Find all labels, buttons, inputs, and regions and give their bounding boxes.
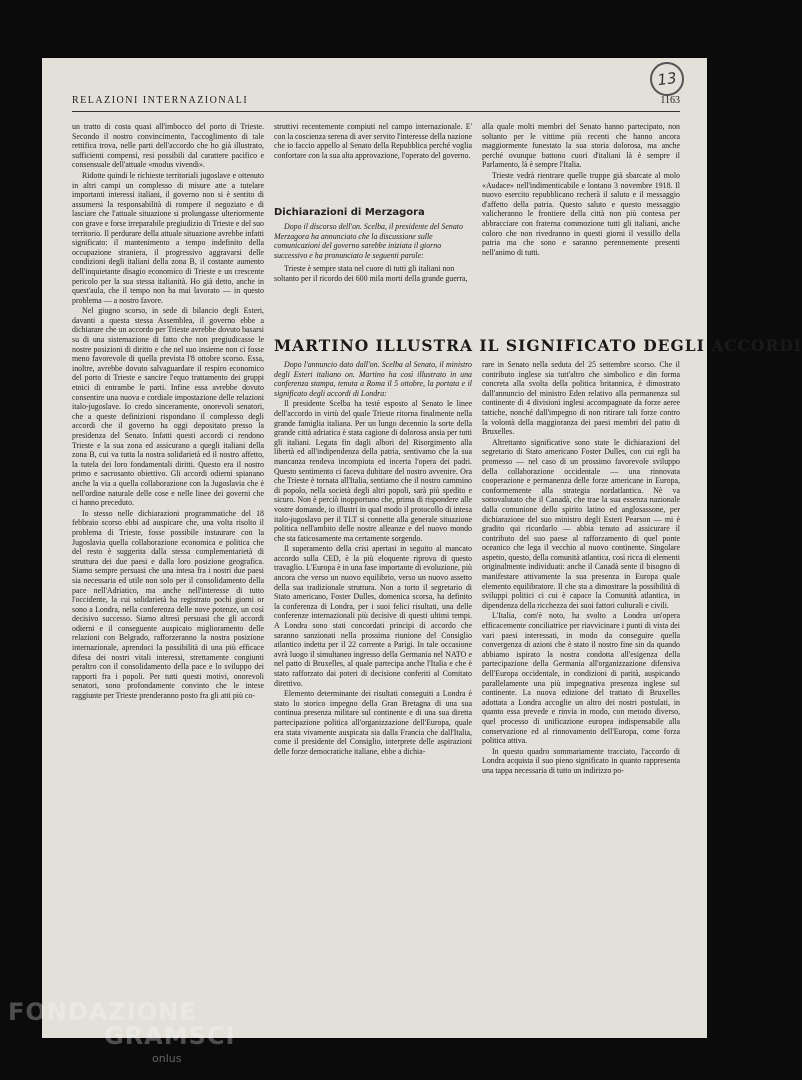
paragraph: alla quale molti membri del Senato hanno partecipato, non soltanto per le vittime più recenti che hanno ancora maggiormente funestato la sua storia dolorosa, ma anche perché ovunque battono cuori d'italiani là è sempre il Parlamento, là è sempre l'Italia. <box>482 122 680 170</box>
intro-italic: Dopo l'annuncio dato dall'on. Scelba al Senato, il ministro degli Esteri italiano on. Martino ha così illustrato in una conferenza stampa, tenuta a Roma il 5 ottobre, la portata e il significato degli accordi di Londra: <box>274 360 472 398</box>
article-headline: MARTINO ILLUSTRA IL SIGNIFICATO DEGLI ACCORDI <box>274 336 802 355</box>
column-3-body <box>482 360 680 1020</box>
paragraph: In questo quadro sommariamente tracciato, l'accordo di Londra acquista il suo pieno significato in quanto rappresenta una tappa necessaria di tutto un indirizzo po- <box>482 746 680 775</box>
paragraph: Elemento determinante dei risultati conseguiti a Londra è stato lo storico impegno della Gran Bretagna di una sua continua presenza militare sul continente e di una sua diretta partecipazione politica all'organizzazione dell'Europa, quale era stata vivamente auspicata sia dalla Francia che dall'Italia, come il presidente del Consiglio, interprete delle aspirazioni delle forze democratiche italiane, ebbe a dichia- <box>274 689 472 756</box>
paragraph: Ridotte quindi le richieste territoriali jugoslave e ottenuto in altri campi un complesso di misure atte a tutelare importanti interessi italiani, il governo non si è sentito di assumersi la responsabilità di rompere il negoziato e di lasciare che l'attuale situazione si prolungasse ulteriormente con grave e forse irreparabile pregiudizio di Trieste e del suo territorio. Il perdurare della attuale situazione avrebbe infatti significato: il mantenimento a tempo indefinito della occupazione straniera, il progressivo aggravarsi delle condizioni degli italiani della zona B, il costante aumento dell'inquietante disagio economico di Trieste e un crescente pericolo per la sua stessa italianità. Ho già detto, anche in quest'aula, che il tempo non ha mai lavorato — in questo problema — a nostro favore. <box>72 170 264 305</box>
paragraph: rare in Senato nella seduta del 25 settembre scorso. Che il contributo inglese sia tutt'altro che simbolico e din forma concreta alla svolta della politica britannica, è dimostrato dall'annuncio del ministro Eden relativo alla permanenza sul continente di 4 divisioni inglesi accompagnate da forze aeree tattiche, nonché dall'impegno di non ritirare tali forze contro la volontà della maggioranza dei paesi membri del patto di Bruxelles. <box>482 360 680 437</box>
page-number: 1163 <box>660 95 680 106</box>
paragraph: un tratto di costa quasi all'imbocco del porto di Trieste. Secondo il nostro convincimento, l'accoglimento di tale rettifica trova, nelle parti dell'accordo che ho già illustrato, sufficienti compensi, resi possibili dal carattere pacifico e consensuale dell'attuale «modus vivendi». <box>72 122 264 170</box>
paragraph: Io stesso nelle dichiarazioni programmatiche del 18 febbraio scorso ebbi ad auspicare che, una volta risolto il problema di Trieste, fosse possibile instaurare con la Jugoslavia quella collaborazione economica e politica che del resto è suggerita dalla stessa complementarietà di struttura dei due paesi e dalla loro posizione geografica. Siamo sempre persuasi che una intesa fra i nostri due paesi sia necessaria ed utile non solo per il consolidamento della pace nell'Adriatico, ma anche nell'interesse di tutto l'occidente, la cui solidarietà ha registrato pochi giorni or sono a Londra, nella conferenza delle nove potenze, un così decisivo successo. Siamo altresì persuasi che gli accordi odierni e il conseguente auspicato miglioramento delle relazioni con Belgrado, rafforzeranno la nostra posizione internazionale, aprendoci la possibilità di una più efficace difesa dei nostri vitali interessi, strettamente congiunti peraltro con il consolidamento della pace e lo sviluppo dei rapporti fra i popoli. Per tutti questi motivi, onorevoli senatori, sono profondamente convinto che le intese raggiunte per Trieste prenderanno posto fra gli atti più co- <box>72 508 264 701</box>
merzagora-block <box>274 222 472 284</box>
watermark-logo <box>8 1000 235 1048</box>
column-1 <box>72 122 264 1015</box>
paragraph: struttivi recentemente compiuti nel campo internazionale. E' con la coscienza serena di aver servito l'interesse della nazione che io faccio appello al Senato della Repubblica perché voglia confortare con la sua alta approvazione, l'operato del governo. <box>274 122 472 160</box>
watermark-line-1: FONDAZIONE <box>8 998 197 1026</box>
paragraph: Altrettanto significative sono state le dichiarazioni del segretario di Stato americano Foster Dulles, con cui egli ha promesso — nel caso di un prossimo favorevole sviluppo della collaborazione occidentale — una rinnovata cooperazione e permanenza delle forze americane in Europa, conformemente alla strategia nordatlantica. Nè va sottovalutato che il Canadà, che trae la sua essenza nazionale dalla comunione dello spirito latino ed anglosassone, per dichiarazione del suo ministro degli Esteri Pearson — mi è gradito qui ricordarlo — abbia tenuto ad assicurare il contributo del suo paese al rafforzamento di quel ponte oceanico che lega il vecchio al nuovo continente. Singolare aspetto, questo, della comunità atlantica, così ricca di elementi originalmente individuati: anche il Canadà sente il bisogno di manifestare attivamente la sua presenza in Europa quale elemento equilibratore. Il che sta a dimostrare la possibilità di sviluppi politici ci cui è capace la Comunità atlantica, in dipendenza della ricchezza dei suoi fattori culturali e civili. <box>482 437 680 610</box>
column-2-body <box>274 360 472 1015</box>
section-title: RELAZIONI INTERNAZIONALI <box>72 95 249 106</box>
paragraph: Il superamento della crisi apertasi in seguito al mancato accordo sulla CED, è la più eloquente riprova di questo travaglio. L'Europa è in una fase importante di evoluzione, più ancora che verso un nuovo equilibrio, verso un nuovo assetto della sua tradizionale struttura. Non a torto il segretario di Stato americano, Foster Dulles, domenica scorsa, ha definito la conferenza di Londra, per i suoi felici risultati, una delle conferenze internazionali più decisive di questi ultimi tempi. A Londra sono stati concordati principi di accordo che saranno sanzionati nella prossima riunione del Consiglio atlantico indetta per il 22 corrente a Parigi. In tale occasione avrà luogo il simultaneo ingresso della Germania nel NATO e nel patto di Bruxelles, al quale partecipa anche l'Italia e che è stato rafforzato dai poteri di decisione conferiti al Comitato direttivo. <box>274 544 472 688</box>
subheading-merzagora: Dichiarazioni di Merzagora <box>274 207 425 218</box>
column-3-top <box>482 122 680 342</box>
handwritten-page-number: 13 <box>648 60 686 98</box>
merzagora-quote: Trieste è sempre stata nel cuore di tutti gli italiani non soltanto per il ricordo dei 600 mila morti della grande guerra, <box>274 264 468 283</box>
paragraph: L'Italia, com'è noto, ha svolto a Londra un'opera efficacemente conciliatrice per riavvicinare i punti di vista dei vari paesi interessati, in modo da conseguire quella convergenza di azioni che è stato il nostro fine sin da quando abbiamo ispirato la nostra condotta all'esigenza della partecipazione della Germania all'organizzazione difensiva dell'Europa occidentale, in condizioni di parità, auspicando parallelamente una più impegnativa presenza inglese sul continente. La nuova edizione del trattato di Bruxelles adottata a Londra accoglie un altro dei nostri postulati, in quanto essa prevede e rinvia in modo, con metodo diverso, quel processo di unificazione europea indispensabile alla conservazione ed al rinnovamento dell'Europa, come forza politica attiva. <box>482 611 680 746</box>
intro-italic: Dopo il discorso dell'on. Scelba, il presidente del Senato Merzagora ha annunciato che la discussione sulle comunicazioni del governo sarebbe iniziata il giorno successivo e ha pronunciato le seguenti parole: <box>274 222 463 260</box>
paragraph: Il presidente Scelba ha testè esposto al Senato le linee dell'accordo in virtù del quale Trieste ritorna finalmente nella grande famiglia italiana. Per un lungo decennio la sorte della grande città adriatica è stata cagione di dolorosa ansia per tutti gli italiani. Legata fin dagli albori del Risorgimento alla libertà ed all'indipendenza della patria, sentivamo che la sua mancanza rendeva incompiuta ed incerta l'opera dei padri. Questo sentimento ci faceva dubitare del nostro avvenire. Ora che Trieste è tornata all'Italia, sentiamo che il nostro cammino di popolo, nella società degli altri popoli, sarà più spedito e sicuro. Non è perciò inopportuno che, prima di rispondere alle vostre domande, io illustri in qual modo il protocollo di intesa italo-jugoslavo per il TLT si connette alla generale situazione politica nell'ambito delle nostre alleanze e del nuovo mondo che sta faticosamente ma certamente sorgendo. <box>274 399 472 543</box>
running-header <box>72 95 680 112</box>
paragraph: Trieste vedrà rientrare quelle truppe già sbarcate al molo «Audace» nell'indimenticabile e lontano 3 novembre 1918. Il nuovo esercito repubblicano recherà il saluto e il messaggio d'affetto della patria. Questo saluto e questo messaggio valicheranno le frontiere della città non più contesa per abbracciare con fraterna commozione tutti gli italiani, anche coloro che non rivedranno in questi giorni il vessillo della patria ma che sono e saranno perennemente presenti nell'animo di tutti. <box>482 170 680 257</box>
watermark-line-2: GRAMSCI <box>104 1022 236 1050</box>
watermark-onlus: onlus <box>152 1052 182 1065</box>
paragraph: Nel giugno scorso, in sede di bilancio degli Esteri, davanti a questa stessa Assemblea, il governo ebbe a dichiarare che un accordo per Trieste avrebbe dovuto basarsi su di una sistemazione di fatto che non pregiudicasse le nostre posizioni di diritto e che nel suo insieme non ci fosse meno favorevole di quella prevista l'8 ottobre scorso. Essa, inoltre, avrebbe dovuto salvaguardare il respiro economico del porto di Trieste e sancire l'equo trattamento dei gruppi etnici di entrambe le parti. Infine essa avrebbe dovuto consentire una nuova e cordiale impostazione delle relazioni italo-jugoslave. Io credo sinceramente, onorevoli senatori, che a queste definizioni rispondano il complesso degli accordi che il governo ha oggi depositato presso la presidenza del Senato. Infatti questi accordi ci rendono Trieste e la sua zona ed assicurano a quegli italiani della zona B, cui va tutta la nostra solidarietà ed il nostro affetto, la tutela dei loro fondamentali diritti. Questo era il nostro primo e sacrosanto obiettivo. Gli accordi odierni spianano anche la via a quella collaborazione con la Jugoslavia che è nell'ordine naturale delle cose e nelle linee dei governi che ci hanno preceduto. <box>72 306 264 508</box>
